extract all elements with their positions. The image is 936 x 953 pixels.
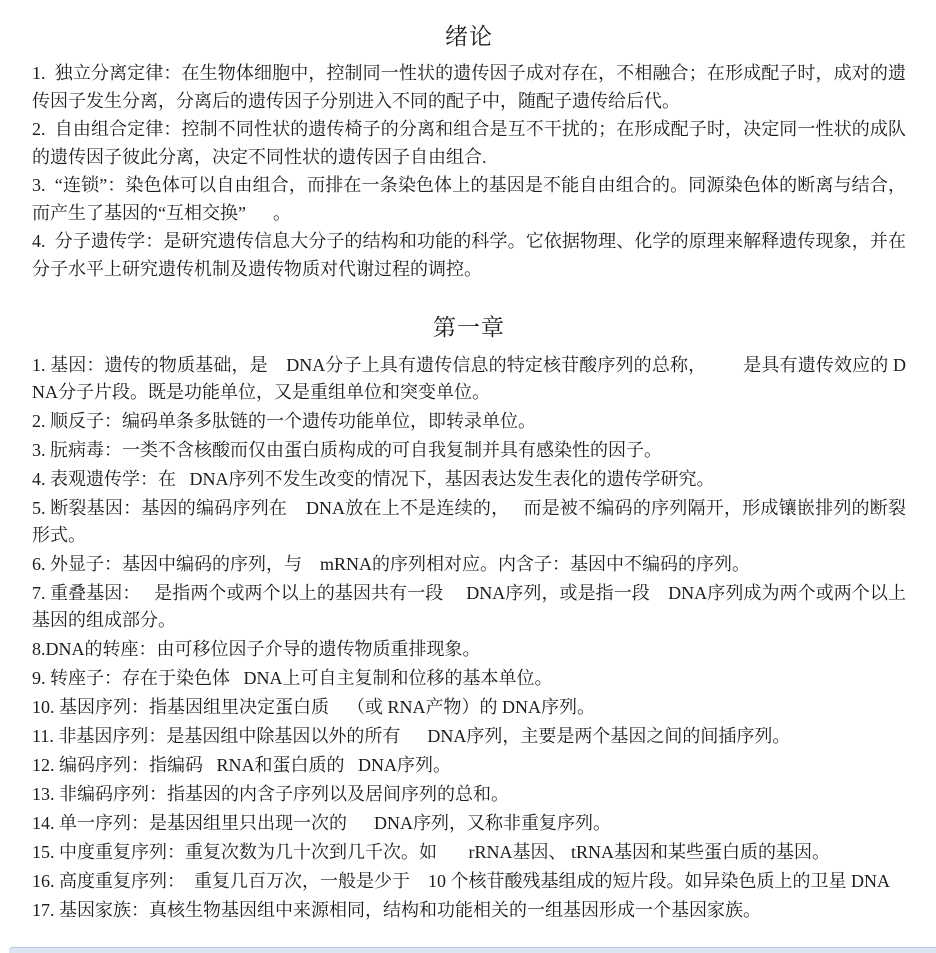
chapter1-item-7: 7. 重叠基因： 是指两个或两个以上的基因共有一段 DNA序列，或是指一段 DNA序列成为两个或两个以上基因的组成部分。 (32, 583, 906, 630)
intro-item-3: 3. “连锁”：染色体可以自由组合，而排在一条染色体上的基因是不能自由组合的。同源染色体的断离与结合，而产生了基因的“互相交换” 。 (32, 175, 906, 223)
chapter1-item-3: 3. 朊病毒：一类不含核酸而仅由蛋白质构成的可自我复制并具有感染性的因子。 (32, 440, 662, 460)
chapter1-item-2: 2. 顺反子：编码单条多肽链的一个遗传功能单位，即转录单位。 (32, 411, 536, 431)
intro-item-4: 4. 分子遗传学：是研究遗传信息大分子的结构和功能的科学。它依据物理、化学的原理来解释遗传现象，并在分子水平上研究遗传机制及遗传物质对代谢过程的调控。 (32, 231, 906, 279)
chapter1-item-6: 6. 外显子：基因中编码的序列，与 mRNA的序列相对应。内含子：基因中不编码的序列。 (32, 554, 751, 574)
chapter1-item-17: 17. 基因家族：真核生物基因组中来源相同，结构和功能相关的一组基因形成一个基因家族。 (32, 900, 761, 920)
section-title-chapter1: 第一章 (433, 315, 505, 340)
intro-item-2: 2. 自由组合定律：控制不同性状的遗传椅子的分离和组合是互不干扰的；在形成配子时，决定同一性状的成队的遗传因子彼此分离，决定不同性状的遗传因子自由组合. (32, 119, 906, 167)
chapter1-item-13: 13. 非编码序列：指基因的内含子序列以及居间序列的总和。 (32, 784, 509, 804)
chapter1-item-14: 14. 单一序列：是基因组里只出现一次的 DNA序列，又称非重复序列。 (32, 813, 611, 833)
chapter1-item-4: 4. 表观遗传学：在 DNA序列不发生改变的情况下，基因表达发生表化的遗传学研究。 (32, 469, 715, 489)
window-bottom-edge (9, 947, 936, 953)
chapter1-item-11: 11. 非基因序列：是基因组中除基因以外的所有 DNA序列，主要是两个基因之间的间插序列。 (32, 726, 791, 746)
chapter1-item-10: 10. 基因序列：指基因组里决定蛋白质 （或 RNA产物）的 DNA序列。 (32, 697, 595, 717)
chapter1-item-15: 15. 中度重复序列：重复次数为几十次到几千次。如 rRNA基因、 tRNA基因和某些蛋白质的基因。 (32, 842, 830, 862)
intro-item-1: 1. 独立分离定律：在生物体细胞中，控制同一性状的遗传因子成对存在，不相融合；在形成配子时，成对的遗传因子发生分离，分离后的遗传因子分别进入不同的配子中，随配子遗传给后代。 (32, 63, 906, 111)
chapter1-item-5: 5. 断裂基因：基因的编码序列在 DNA放在上不是连续的， 而是被不编码的序列隔开，形成镶嵌排列的断裂形式。 (32, 498, 906, 545)
chapter1-item-12: 12. 编码序列：指编码 RNA和蛋白质的 DNA序列。 (32, 755, 451, 775)
chapter1-item-16: 16. 高度重复序列： 重复几百万次，一般是少于 10 个核苷酸残基组成的短片段。如异染色质上的卫星 DNA (32, 871, 890, 891)
chapter1-section (32, 352, 906, 924)
chapter1-item-1: 1. 基因：遗传的物质基础，是 DNA分子上具有遗传信息的特定核苷酸序列的总称， 是具有遗传效应的 DNA分子片段。既是功能单位，又是重组单位和突变单位。 (32, 355, 906, 402)
section-title-intro: 绪论 (445, 24, 493, 49)
intro-section (32, 59, 906, 283)
chapter1-item-8: 8.DNA的转座：由可移位因子介导的遗传物质重排现象。 (32, 639, 481, 659)
chapter1-item-9: 9. 转座子：存在于染色体 DNA上可自主复制和位移的基本单位。 (32, 668, 553, 688)
